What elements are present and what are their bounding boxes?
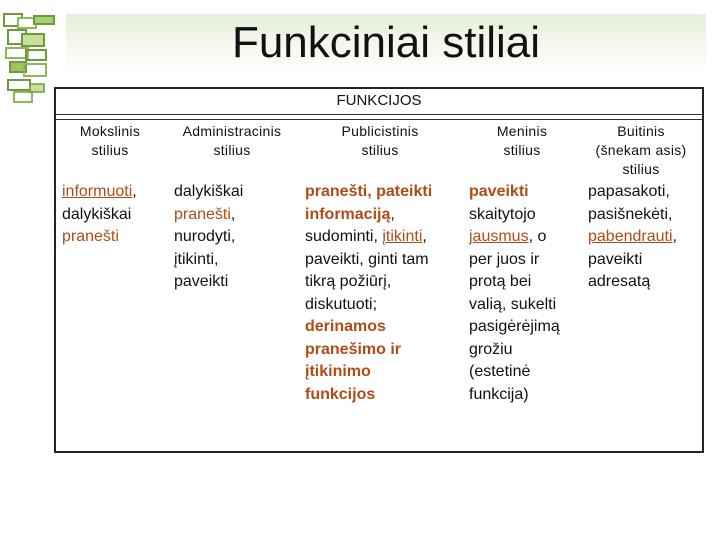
cell-text: , — [390, 205, 395, 223]
column-header-line: stilius — [503, 142, 541, 158]
cell-text: pranešti — [174, 205, 231, 223]
cell-text: nurodyti, — [174, 228, 236, 245]
cell-text: , — [672, 228, 677, 245]
cell-text: diskutuoti; — [305, 295, 378, 313]
cell-text: , — [230, 205, 236, 223]
cell-text: įtikinti — [382, 228, 423, 245]
column-header-line: Publicistinis — [341, 123, 419, 139]
cell-text: dalykiškai — [174, 183, 244, 200]
cell-text: paveikti — [588, 250, 643, 268]
column-header-publicistinis — [300, 122, 460, 160]
cell-text: pasišnekėti, — [588, 205, 673, 223]
column-header-line: Mokslinis — [79, 123, 141, 139]
decorative-squares-logo — [0, 0, 60, 110]
cell-text: per juos ir — [469, 250, 540, 268]
column-header-meninis — [466, 122, 578, 160]
cell-text: paveikti — [469, 183, 529, 200]
cell-text: jausmus — [469, 228, 529, 245]
cell-text: valią, sukelti — [469, 295, 557, 313]
cell-text: informuoti — [62, 183, 133, 200]
column-header-buitinis — [584, 122, 698, 179]
cell-meninis — [469, 181, 581, 406]
cell-text: įtikinimo — [305, 363, 371, 380]
cell-text: funkcijos — [305, 385, 376, 403]
page-title: Funkciniai stiliai — [231, 18, 541, 67]
header-divider — [56, 114, 702, 115]
cell-text: , — [422, 228, 427, 245]
column-header-line: Administracinis — [182, 123, 282, 139]
cell-publicistinis — [305, 181, 463, 406]
cell-text: sudominti, — [305, 228, 383, 245]
column-header-line: stilius — [622, 161, 660, 177]
cell-text: įtikinti, — [174, 250, 219, 268]
header-divider-2 — [56, 119, 702, 120]
cell-text: pranešti, pateikti — [305, 183, 433, 200]
cell-text: skaitytojo — [469, 205, 536, 223]
cell-text: derinamos — [305, 318, 386, 335]
cell-text: pranešimo ir — [305, 340, 402, 358]
column-header-line: stilius — [91, 142, 129, 158]
column-header-mokslinis — [60, 122, 160, 160]
cell-text: dalykiškai — [62, 205, 132, 223]
column-header-administracinis — [168, 122, 296, 160]
cell-text: (estetinė — [469, 363, 531, 380]
cell-text: paveikti — [174, 273, 229, 290]
cell-text: paveikti, ginti tam — [305, 250, 429, 268]
cell-text: informaciją — [305, 205, 391, 223]
column-header-line: Buitinis — [617, 123, 665, 139]
cell-text: pranešti — [62, 228, 119, 245]
cell-text: , — [132, 183, 137, 200]
cell-text: papasakoti, — [588, 183, 670, 200]
cell-text: adresatą — [588, 273, 651, 290]
table-header: FUNKCIJOS — [336, 92, 422, 109]
column-header-line: (šnekam asis) — [595, 142, 687, 158]
cell-buitinis — [588, 181, 700, 294]
column-header-line: stilius — [361, 142, 399, 158]
cell-administracinis — [174, 181, 298, 294]
column-header-line: Meninis — [496, 123, 548, 139]
cell-text: tikrą požiūrį, — [305, 273, 392, 290]
cell-mokslinis — [62, 181, 166, 249]
cell-text: funkcija) — [469, 385, 529, 403]
column-header-line: stilius — [213, 142, 251, 158]
cell-text: pabendrauti — [588, 228, 673, 245]
cell-text: protą bei — [469, 273, 532, 290]
cell-text: pasigėrėjimą — [469, 318, 560, 335]
cell-text: , o — [528, 228, 547, 245]
cell-text: grožiu — [469, 340, 513, 358]
